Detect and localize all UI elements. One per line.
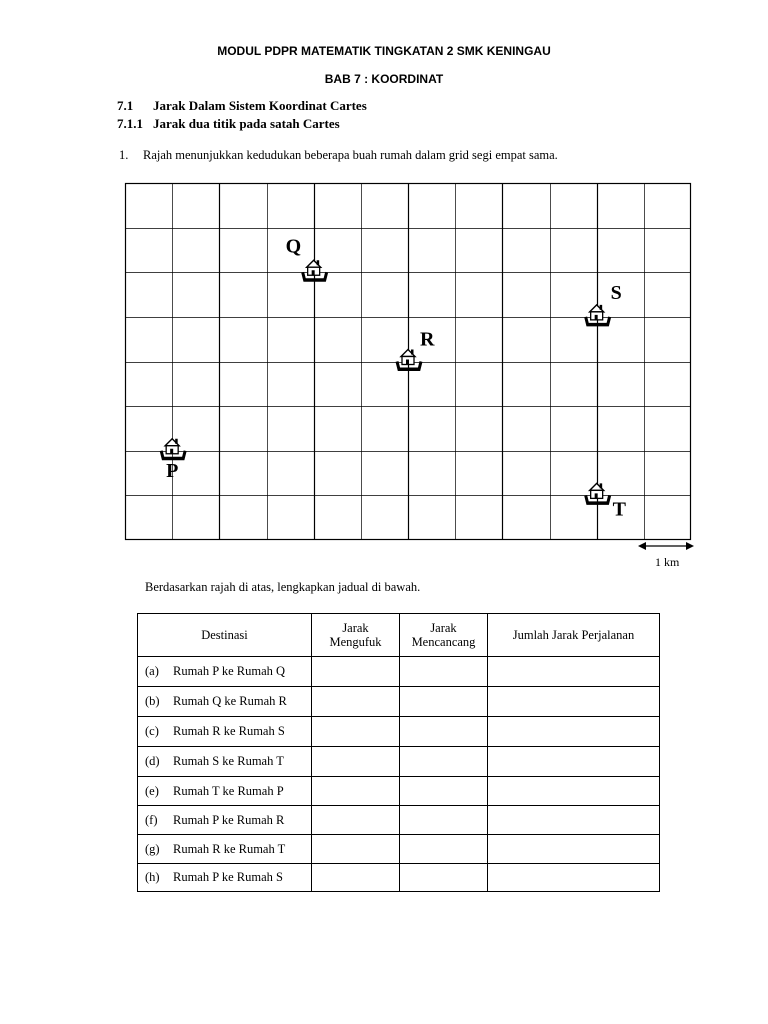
table-row <box>138 835 660 864</box>
house-label: T <box>612 498 627 521</box>
row-label: (f) <box>145 812 158 827</box>
house-icon <box>161 439 185 460</box>
answer-cell-mengufuk[interactable] <box>312 657 400 687</box>
row-label: (d) <box>145 754 160 768</box>
house-grid-diagram <box>125 183 691 540</box>
answer-cell-mengufuk[interactable] <box>312 864 400 892</box>
question-body: Rajah menunjukkan kedudukan beberapa buah rumah dalam grid segi empat sama. <box>143 148 558 162</box>
section-number: 7.1 <box>117 98 134 113</box>
row-destination: Rumah R ke Rumah T <box>173 841 286 856</box>
answer-cell-mengufuk[interactable] <box>312 747 400 777</box>
house-label: P <box>166 459 179 482</box>
house-label: R <box>420 328 435 351</box>
scale-arrow-icon <box>638 539 694 553</box>
module-title: MODUL PDPR MATEMATIK TINGKATAN 2 SMK KENINGAU <box>217 44 551 58</box>
destination-cell <box>138 687 312 717</box>
destination-cell <box>138 777 312 806</box>
grid-svg <box>125 183 691 540</box>
row-destination: Rumah T ke Rumah P <box>173 783 284 798</box>
header-jumlah-jarak: Jumlah Jarak Perjalanan <box>488 614 660 657</box>
subsection-title: Jarak dua titik pada satah Cartes <box>153 116 340 131</box>
answer-cell-mengufuk[interactable] <box>312 717 400 747</box>
answer-cell-mencancang[interactable] <box>400 747 488 777</box>
header-jarak-mengufuk-text: Jarak Mengufuk <box>329 621 382 649</box>
row-destination: Rumah P ke Rumah R <box>173 812 285 827</box>
answer-cell-mencancang[interactable] <box>400 806 488 835</box>
destination-cell <box>138 717 312 747</box>
answer-cell-mengufuk[interactable] <box>312 835 400 864</box>
table-row <box>138 657 660 687</box>
destination-cell <box>138 864 312 892</box>
row-destination: Rumah P ke Rumah S <box>173 870 283 884</box>
destination-cell <box>138 657 312 687</box>
table-header-row <box>138 614 660 657</box>
row-label: (g) <box>145 841 160 856</box>
answer-cell-mengufuk[interactable] <box>312 806 400 835</box>
table-row <box>138 747 660 777</box>
answer-cell-mengufuk[interactable] <box>312 777 400 806</box>
question-text <box>119 148 558 163</box>
row-destination: Rumah Q ke Rumah R <box>173 694 287 708</box>
destination-cell <box>138 835 312 864</box>
row-label: (e) <box>145 783 159 798</box>
header-jarak-mencancang <box>400 614 488 657</box>
header-jarak-mengufuk <box>312 614 400 657</box>
destination-cell <box>138 747 312 777</box>
house-label: Q <box>285 235 302 258</box>
answer-cell-mencancang[interactable] <box>400 835 488 864</box>
answer-cell-jumlah[interactable] <box>488 806 660 835</box>
answer-cell-jumlah[interactable] <box>488 864 660 892</box>
section-title: Jarak Dalam Sistem Koordinat Cartes <box>153 98 367 113</box>
row-destination: Rumah P ke Rumah Q <box>173 664 286 678</box>
answer-cell-jumlah[interactable] <box>488 777 660 806</box>
answer-cell-mencancang[interactable] <box>400 864 488 892</box>
scale-label: 1 km <box>655 555 680 569</box>
answer-cell-mencancang[interactable] <box>400 657 488 687</box>
answer-cell-jumlah[interactable] <box>488 687 660 717</box>
table-row <box>138 687 660 717</box>
answer-cell-mencancang[interactable] <box>400 777 488 806</box>
row-label: (b) <box>145 694 160 708</box>
answer-cell-jumlah[interactable] <box>488 747 660 777</box>
answer-cell-jumlah[interactable] <box>488 657 660 687</box>
table-row <box>138 717 660 747</box>
house-label: S <box>610 281 622 304</box>
row-label: (a) <box>145 664 159 678</box>
row-label: (c) <box>145 724 159 738</box>
distance-table <box>137 613 660 892</box>
table-row <box>138 777 660 806</box>
destination-cell <box>138 806 312 835</box>
instruction-text: Berdasarkan rajah di atas, lengkapkan jadual di bawah. <box>145 580 421 594</box>
answer-cell-mengufuk[interactable] <box>312 687 400 717</box>
table-row <box>138 864 660 892</box>
row-destination: Rumah R ke Rumah S <box>173 724 285 738</box>
subsection-heading <box>117 116 340 132</box>
section-heading <box>117 98 367 114</box>
header-jarak-mencancang-text: Jarak Mencancang <box>411 621 476 649</box>
answer-cell-mencancang[interactable] <box>400 687 488 717</box>
header-destinasi: Destinasi <box>138 614 312 657</box>
answer-cell-jumlah[interactable] <box>488 717 660 747</box>
question-number: 1. <box>119 148 129 162</box>
subsection-number: 7.1.1 <box>117 116 143 131</box>
row-destination: Rumah S ke Rumah T <box>173 754 284 768</box>
answer-cell-mencancang[interactable] <box>400 717 488 747</box>
answer-cell-jumlah[interactable] <box>488 835 660 864</box>
table-row <box>138 806 660 835</box>
chapter-title: BAB 7 : KOORDINAT <box>324 72 444 86</box>
row-label: (h) <box>145 870 160 884</box>
